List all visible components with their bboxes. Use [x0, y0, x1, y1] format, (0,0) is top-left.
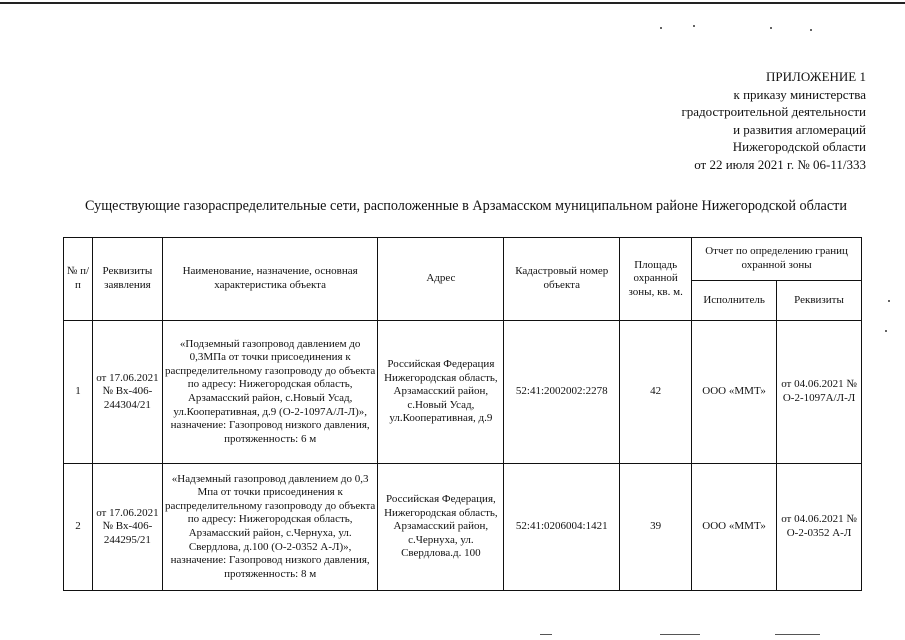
- cell-area: 39: [620, 464, 692, 591]
- cell-cadastral: 52:41:0206004:1421: [504, 464, 620, 591]
- appendix-date: от 22 июля 2021 г. № 06-11/333: [694, 156, 866, 172]
- appendix-block: [681, 68, 866, 173]
- header-name: Наименование, назначение, основная характеристика объекта: [162, 238, 378, 321]
- scan-speck: [693, 25, 695, 27]
- cell-executor: ООО «ММТ»: [692, 464, 777, 591]
- header-executor: Исполнитель: [692, 281, 777, 321]
- document-title: Существующие газораспределительные сети, расположенные в Арзамасском муниципальном районе Нижегородской области: [85, 198, 847, 214]
- header-cadastral: Кадастровый номер объекта: [504, 238, 620, 321]
- scan-bottom-mark: [775, 634, 820, 635]
- appendix-line: к приказу министерства: [733, 86, 866, 102]
- appendix-line: и развития агломераций: [733, 121, 866, 137]
- cell-cadastral: 52:41:2002002:2278: [504, 321, 620, 464]
- scan-top-border: [0, 2, 905, 4]
- cell-report-requisites: от 04.06.2021 № О-2-0352 А-Л: [777, 464, 862, 591]
- cell-area: 42: [620, 321, 692, 464]
- header-area: Площадь охранной зоны, кв. м.: [620, 238, 692, 321]
- scan-speck: [660, 27, 662, 29]
- table-row: [64, 464, 862, 591]
- appendix-line: Нижегородской области: [732, 139, 866, 154]
- gas-network-table: [63, 237, 862, 591]
- scan-speck: [770, 27, 772, 29]
- scan-speck: [888, 300, 890, 302]
- header-report-requisites: Реквизиты: [777, 281, 862, 321]
- cell-name: «Подземный газопровод давлением до 0,3МПа от точки присоединения к распределительному газопроводу до объекта по адресу: Нижегородская область, Арзамасский район, с.Новый Усад, ул.Кооперативная, д.9 (О-2-1097А/Л-Л)», назначение: Газопровод низкого давления, протяженность: 6 м: [162, 321, 378, 464]
- scan-speck: [885, 330, 887, 332]
- table-row: [64, 321, 862, 464]
- cell-address: Российская Федерация Нижегородская область, Арзамасский район, с.Новый Усад, ул.Кооперативная, д.9: [378, 321, 504, 464]
- header-address: Адрес: [378, 238, 504, 321]
- cell-address: Российская Федерация, Нижегородская область, Арзамасский район, с.Чернуха, ул. Свердлова.д. 100: [378, 464, 504, 591]
- cell-requisites: от 17.06.2021 № Вх-406-244304/21: [92, 321, 162, 464]
- cell-executor: ООО «ММТ»: [692, 321, 777, 464]
- header-num: № п/п: [64, 238, 93, 321]
- cell-num: 2: [64, 464, 93, 591]
- scan-speck: [810, 29, 812, 31]
- cell-requisites: от 17.06.2021 № Вх-406-244295/21: [92, 464, 162, 591]
- scan-bottom-mark: [660, 634, 700, 635]
- cell-name: «Надземный газопровод давлением до 0,3 Мпа от точки присоединения к распределительному газопроводу до объекта по адресу: Нижегородская область, Арзамасский район, с.Чернуха, ул. Свердлова, д.100 (О-2-0352 А-Л)», назначение: Газопровод низкого давления, протяженность: 8 м: [162, 464, 378, 591]
- header-requisites: Реквизиты заявления: [92, 238, 162, 321]
- appendix-title: ПРИЛОЖЕНИЕ 1: [766, 69, 866, 84]
- header-report: Отчет по определению границ охранной зоны: [692, 238, 862, 281]
- cell-num: 1: [64, 321, 93, 464]
- cell-report-requisites: от 04.06.2021 № О-2-1097А/Л-Л: [777, 321, 862, 464]
- scan-bottom-mark: [540, 634, 552, 635]
- table-header-row: [64, 238, 862, 281]
- appendix-line: градостроительной деятельности: [681, 104, 866, 119]
